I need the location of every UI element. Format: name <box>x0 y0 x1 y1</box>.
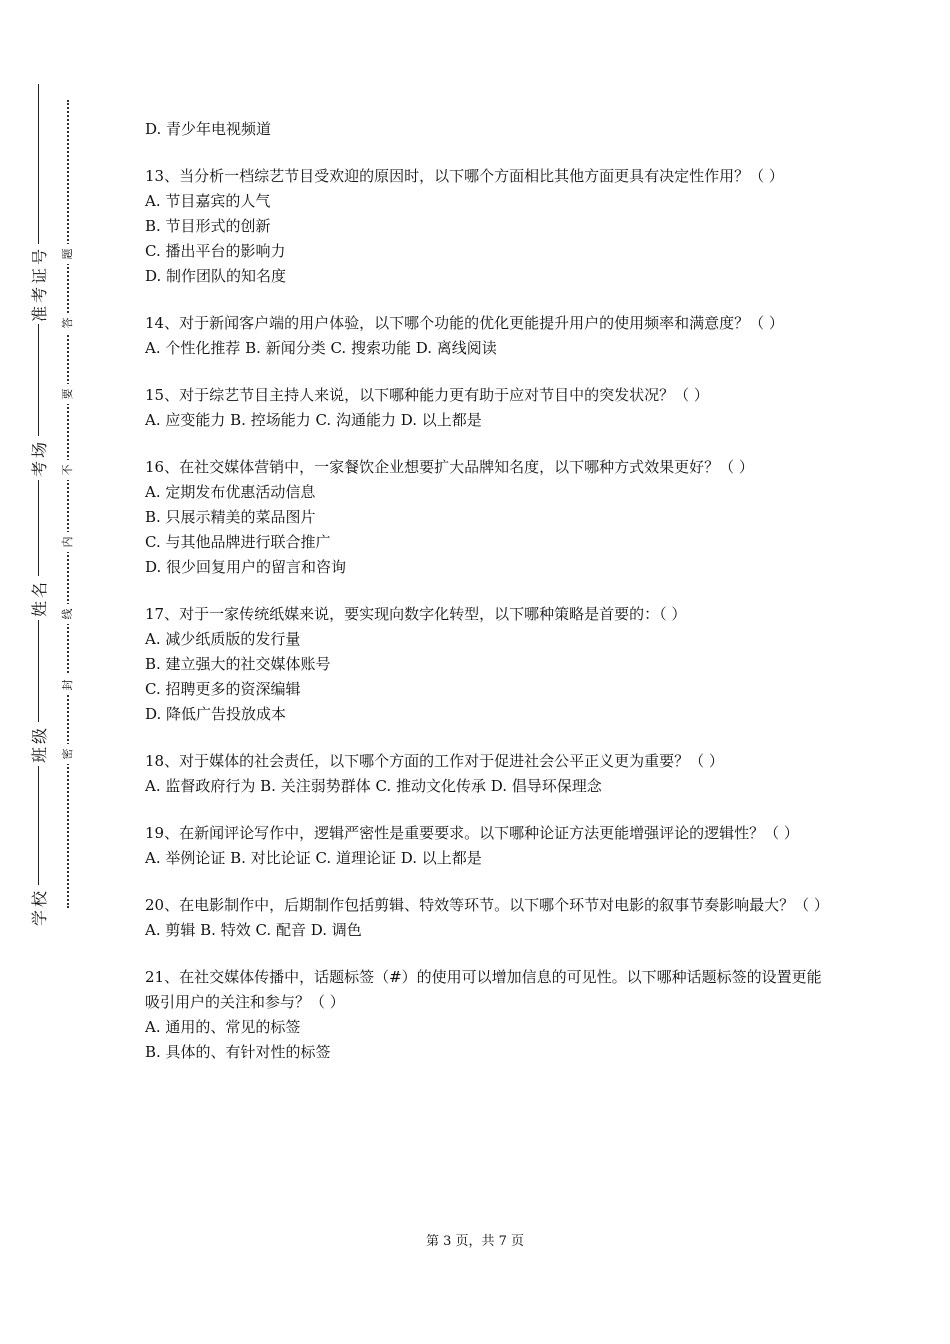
binding-margin <box>0 0 120 1344</box>
question-13 <box>145 164 825 289</box>
question-stem: 21、在社交媒体传播中，话题标签（#）的使用可以增加信息的可见性。以下哪种话题标签的设置更能吸引用户的关注和参与？（ ） <box>145 968 822 1011</box>
seal-char: 答 <box>57 313 77 333</box>
option-line: B. 只展示精美的菜品图片 <box>145 508 316 526</box>
option-line: A. 应变能力 B. 控场能力 C. 沟通能力 D. 以上都是 <box>145 411 482 429</box>
option-line: A. 定期发布优惠活动信息 <box>145 483 316 501</box>
option-line: C. 招聘更多的资深编辑 <box>145 680 301 698</box>
field-exam-number: 准考证号 <box>16 262 60 306</box>
binding-solid-line <box>38 84 39 914</box>
option-line: A. 剪辑 B. 特效 C. 配音 D. 调色 <box>145 921 362 939</box>
option-line: A. 减少纸质版的发行量 <box>145 630 301 648</box>
seal-char: 内 <box>57 532 77 552</box>
field-name: 姓名 <box>16 576 60 620</box>
question-19 <box>145 821 825 871</box>
question-stem: 17、对于一家传统纸媒来说，要实现向数字化转型，以下哪种策略是首要的：（ ） <box>145 605 687 623</box>
question-stem: 20、在电影制作中，后期制作包括剪辑、特效等环节。以下哪个环节对电影的叙事节奏影响最大？（ ） <box>145 896 829 914</box>
question-stem: 14、对于新闻客户端的用户体验，以下哪个功能的优化更能提升用户的使用频率和满意度？（ ） <box>145 314 784 332</box>
page-number: 第 3 页，共 7 页 <box>425 1234 525 1249</box>
binding-dotted-line <box>67 100 69 908</box>
question-16 <box>145 455 825 580</box>
seal-char: 要 <box>57 384 77 404</box>
option-line: C. 播出平台的影响力 <box>145 242 286 260</box>
field-school: 学校 <box>16 885 60 929</box>
option-line: D. 青少年电视频道 <box>145 120 272 138</box>
option-line: A. 个性化推荐 B. 新闻分类 C. 搜索功能 D. 离线阅读 <box>145 339 497 357</box>
option-line: B. 节目形式的创新 <box>145 217 271 235</box>
option-line: A. 通用的、常见的标签 <box>145 1018 301 1036</box>
question-stem: 15、对于综艺节目主持人来说，以下哪种能力更有助于应对节目中的突发状况？（ ） <box>145 386 709 404</box>
option-line: B. 建立强大的社交媒体账号 <box>145 655 331 673</box>
question-stem: 16、在社交媒体营销中，一家餐饮企业想要扩大品牌知名度，以下哪种方式效果更好？（ ） <box>145 458 754 476</box>
seal-char: 不 <box>57 460 77 480</box>
option-line: D. 很少回复用户的留言和咨询 <box>145 558 347 576</box>
option-line: C. 与其他品牌进行联合推广 <box>145 533 331 551</box>
seal-char: 线 <box>57 604 77 624</box>
option-line: A. 监督政府行为 B. 关注弱势群体 C. 推动文化传承 D. 倡导环保理念 <box>145 777 602 795</box>
question-14 <box>145 311 825 361</box>
field-class: 班级 <box>16 722 60 766</box>
option-line: A. 举例论证 B. 对比论证 C. 道理论证 D. 以上都是 <box>145 849 482 867</box>
option-line: B. 具体的、有针对性的标签 <box>145 1043 331 1061</box>
option-line: D. 降低广告投放成本 <box>145 705 287 723</box>
option-line: A. 节目嘉宾的人气 <box>145 192 271 210</box>
carryover-block <box>145 117 825 142</box>
seal-char: 题 <box>57 244 77 264</box>
question-stem: 18、对于媒体的社会责任，以下哪个方面的工作对于促进社会公平正义更为重要？（ ） <box>145 752 724 770</box>
question-21 <box>145 965 825 1065</box>
question-18 <box>145 749 825 799</box>
field-exam-room: 考场 <box>16 436 60 480</box>
question-15 <box>145 383 825 433</box>
question-20 <box>145 893 829 943</box>
seal-char: 密 <box>57 744 77 764</box>
question-list <box>145 117 829 1065</box>
question-17 <box>145 602 825 727</box>
option-line: D. 制作团队的知名度 <box>145 267 287 285</box>
question-stem: 13、当分析一档综艺节目受欢迎的原因时，以下哪个方面相比其他方面更具有决定性作用？（ ） <box>145 167 784 185</box>
question-stem: 19、在新闻评论写作中，逻辑严密性是重要要求。以下哪种论证方法更能增强评论的逻辑性？（ ） <box>145 824 799 842</box>
seal-char: 封 <box>57 675 77 695</box>
